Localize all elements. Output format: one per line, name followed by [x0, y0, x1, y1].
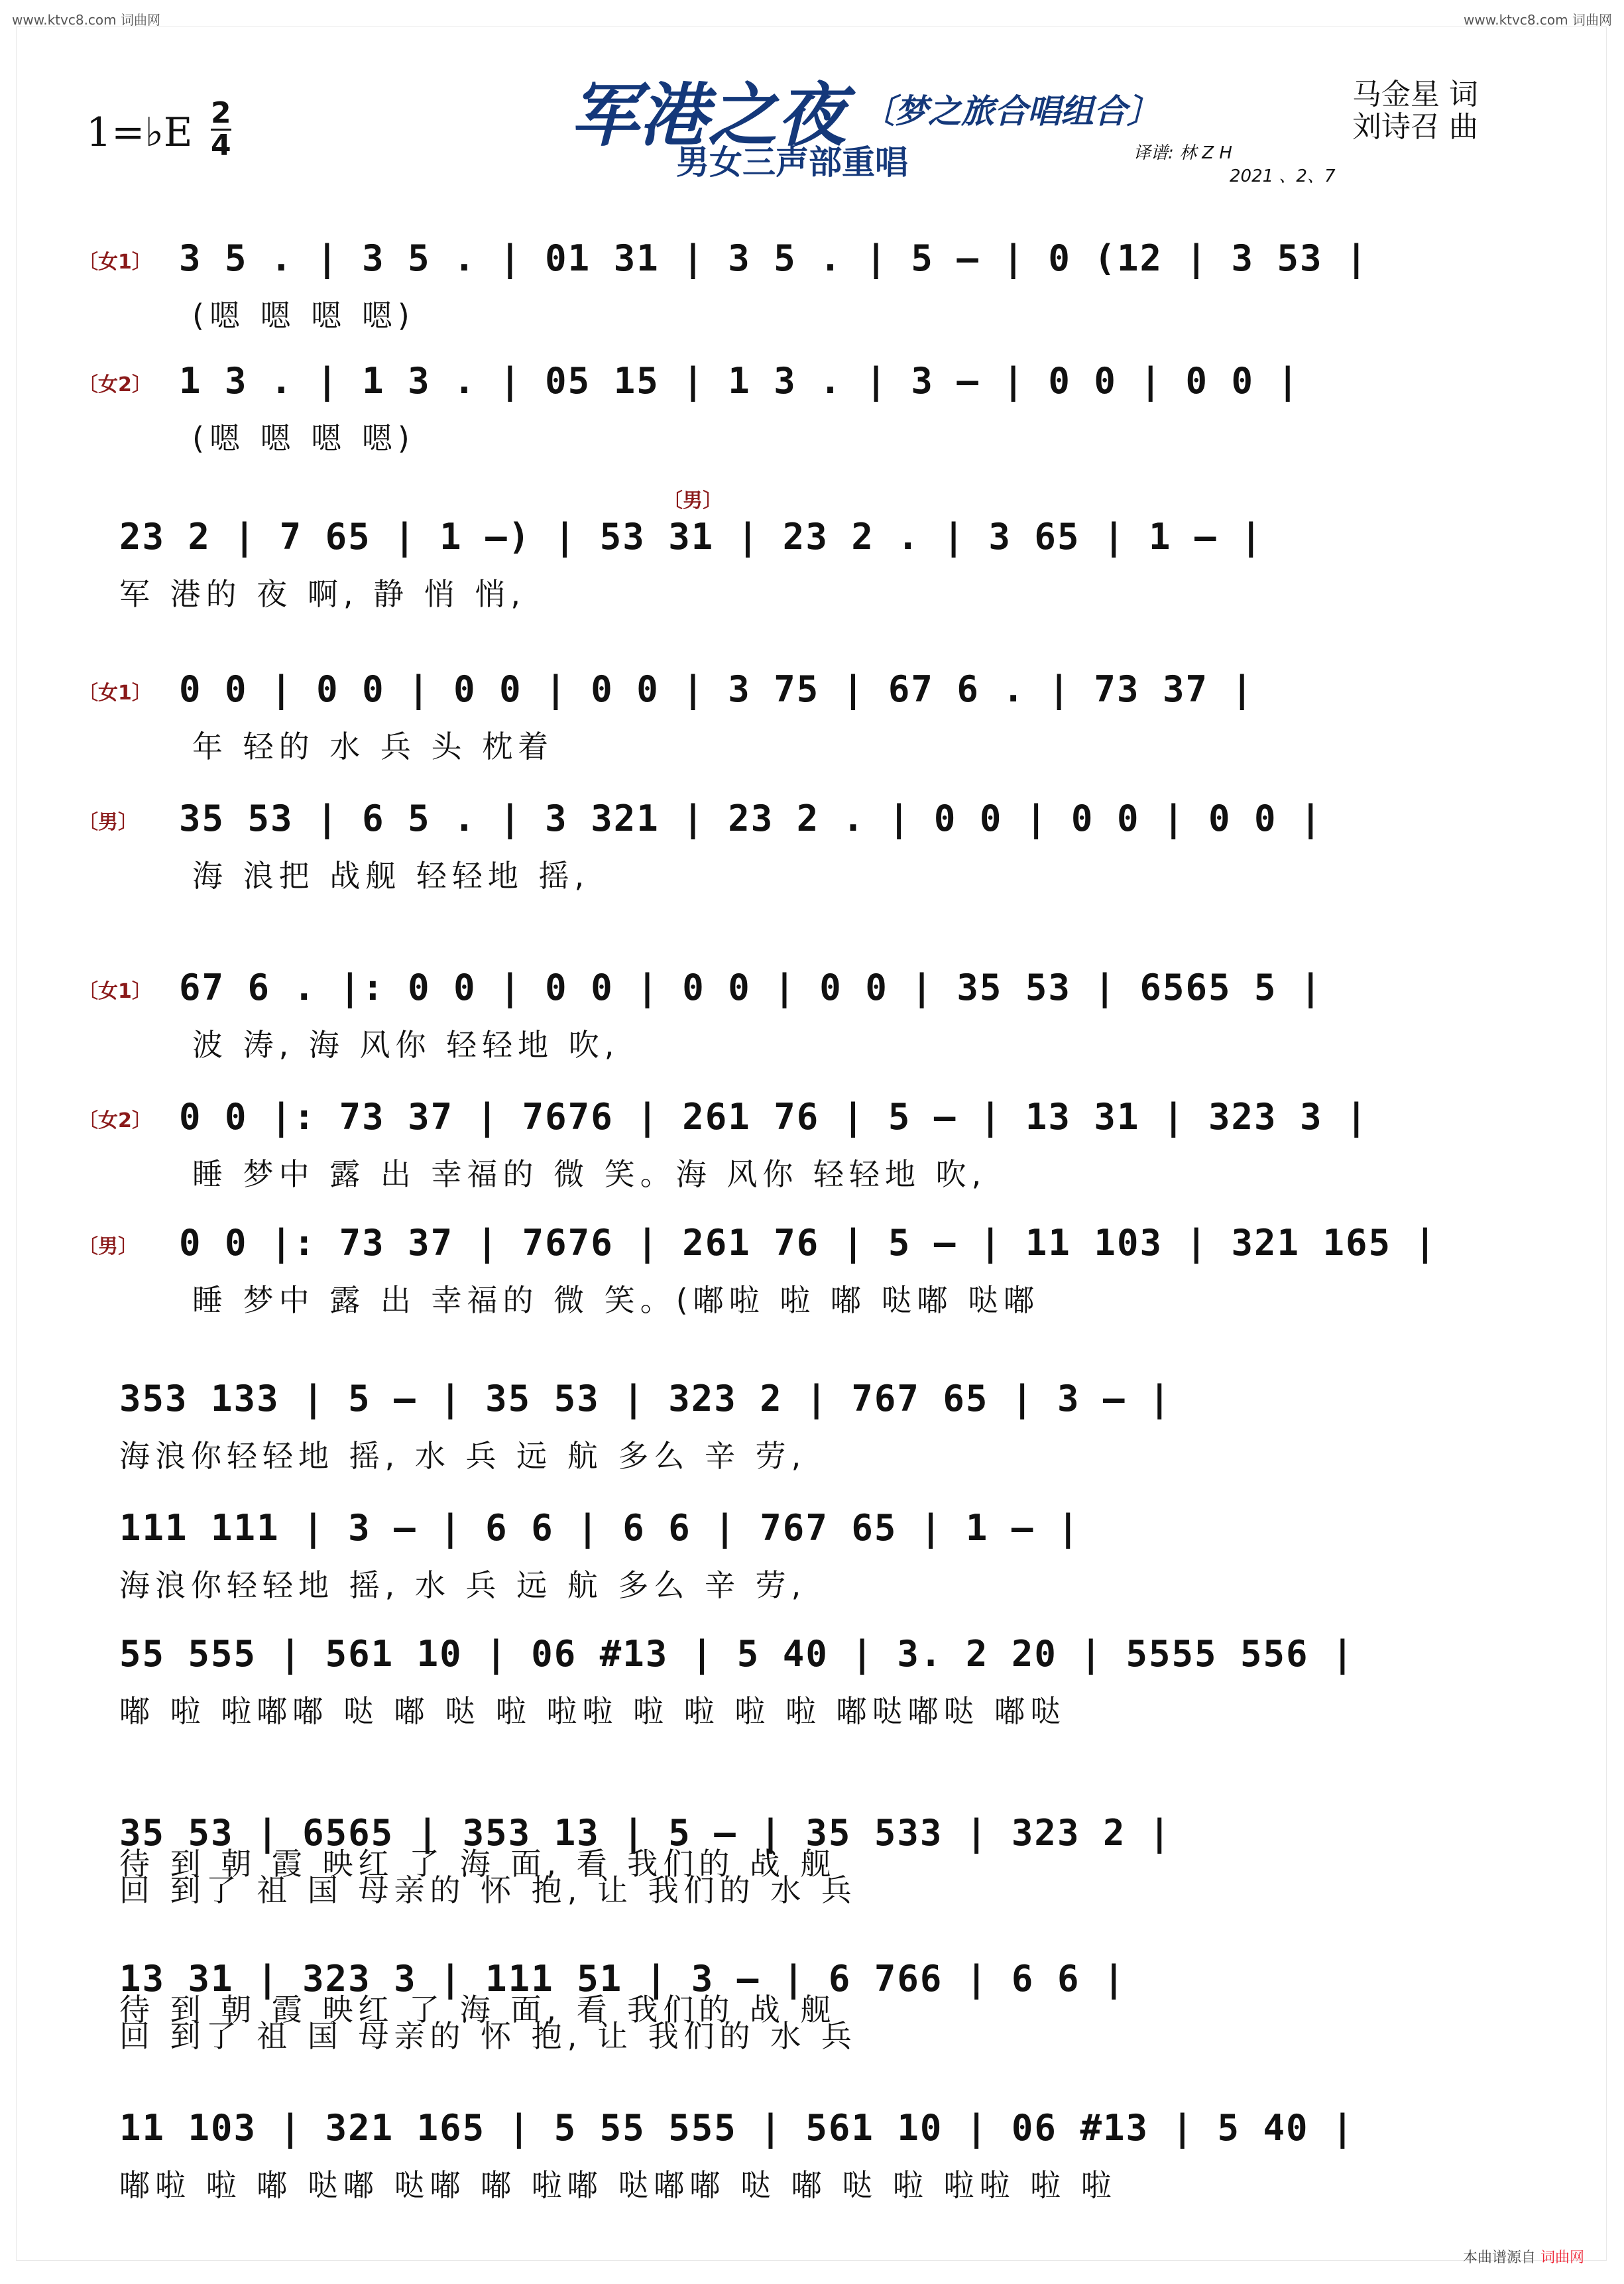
notation-row: 13 31 | 323 3 | 111 51 | 3 – | 6 766 | 6 6 | — [119, 1958, 1126, 2000]
part-label: 〔男〕 — [78, 811, 138, 834]
part-label: 〔女2〕 — [78, 373, 152, 396]
lyric-row: 海浪你轻轻地 摇, 水 兵 远 航 多么 辛 劳, — [119, 1438, 807, 1474]
lyric-row: 待 到 朝 霞 映红 了 海 面, 看 我们的 战 舰 — [119, 1992, 837, 2027]
part-label: 〔女1〕 — [78, 251, 152, 274]
time-signature-bottom: 4 — [211, 129, 231, 162]
lyricist-credit: 马金星 词 — [1352, 78, 1478, 111]
notation-row: 35 53 | 6565 | 353 13 | 5 – | 35 533 | 323 2 | — [119, 1812, 1172, 1854]
time-signature-top: 2 — [211, 96, 231, 130]
score-date: 2021 、2、7 — [1230, 166, 1336, 186]
time-signature — [211, 96, 231, 162]
side-watermark-right — [1608, 40, 1621, 2241]
lyric-row: 海浪你轻轻地 摇, 水 兵 远 航 多么 辛 劳, — [119, 1567, 807, 1603]
footer-source — [1463, 2246, 1584, 2267]
notation-row: 0 0 |: 73 37 | 7676 | 261 76 | 5 – | 13 31 | 323 3 | — [179, 1096, 1369, 1138]
lyric-row: (嗯 嗯 嗯 嗯) — [192, 298, 415, 333]
footer-brand: 词曲网 — [1540, 2250, 1584, 2266]
header-watermark-left: www.ktvc8.com 词曲网 — [12, 12, 161, 28]
lyric-row: 嘟 啦 啦嘟嘟 哒 嘟 哒 啦 啦啦 啦 啦 啦 啦 嘟哒嘟哒 嘟哒 — [119, 1693, 1067, 1729]
song-title: 军港之夜 — [570, 75, 846, 156]
part-tag: 〔男〕 — [663, 489, 723, 512]
song-subtitle: 男女三声部重唱 — [676, 143, 908, 182]
lyric-row: 睡 梦中 露 出 幸福的 微 笑。(嘟啦 啦 嘟 哒嘟 哒嘟 — [192, 1282, 1040, 1318]
side-watermark-left — [3, 40, 16, 2241]
lyric-row: 待 到 朝 霞 映红 了 海 面, 看 我们的 战 舰 — [119, 1846, 837, 1882]
notation-row: 23 2 | 7 65 | 1 –) | 53 31 | 23 2 . | 3 65 | 1 – | — [119, 516, 1263, 558]
footer-prefix: 本曲谱源自 — [1462, 2250, 1536, 2266]
lyric-row: (嗯 嗯 嗯 嗯) — [192, 420, 415, 456]
notation-row: 35 53 | 6 5 . | 3 321 | 23 2 . | 0 0 | 0 0 | 0 0 | — [179, 798, 1323, 839]
notation-row: 3 5 . | 3 5 . | 01 31 | 3 5 . | 5 – | 0 (12 | 3 53 | — [179, 237, 1369, 279]
lyric-row: 回 到了 祖 国 母亲的 怀 抱, 让 我们的 水 兵 — [119, 1872, 857, 1908]
notation-row: 0 0 |: 73 37 | 7676 | 261 76 | 5 – | 11 103 | 321 165 | — [179, 1222, 1438, 1264]
part-label: 〔男〕 — [78, 1235, 138, 1258]
notation-row: 55 555 | 561 10 | 06 #13 | 5 40 | 3. 2 20 | 5555 556 | — [119, 1633, 1355, 1675]
lyric-row: 回 到了 祖 国 母亲的 怀 抱, 让 我们的 水 兵 — [119, 2018, 857, 2054]
notation-row: 11 103 | 321 165 | 5 55 555 | 561 10 | 06 #13 | 5 40 | — [119, 2107, 1355, 2149]
lyric-row: 军 港的 夜 啊, 静 悄 悄, — [119, 576, 526, 612]
key-signature: 1=♭E — [86, 109, 193, 156]
composer-credit: 刘诗召 曲 — [1352, 110, 1478, 144]
lyric-row: 睡 梦中 露 出 幸福的 微 笑。海 风你 轻轻地 吹, — [192, 1156, 987, 1192]
header-watermark-right: www.ktvc8.com 词曲网 — [1463, 12, 1612, 28]
lyric-row: 海 浪把 战舰 轻轻地 摇, — [192, 858, 590, 894]
notation-row: 0 0 | 0 0 | 0 0 | 0 0 | 3 75 | 67 6 . | 73 37 | — [179, 668, 1255, 710]
part-label: 〔女1〕 — [78, 980, 152, 1003]
notation-row: 67 6 . |: 0 0 | 0 0 | 0 0 | 0 0 | 35 53 | 6565 5 | — [179, 967, 1323, 1008]
notation-row: 1 3 . | 1 3 . | 05 15 | 1 3 . | 3 – | 0 0 | 0 0 | — [179, 360, 1301, 402]
part-label: 〔女1〕 — [78, 682, 152, 705]
part-label: 〔女2〕 — [78, 1109, 152, 1132]
translator-credit: 译谱: 林 Z H — [1133, 143, 1232, 163]
lyric-row: 年 轻的 水 兵 头 枕着 — [192, 729, 554, 764]
lyric-row: 嘟啦 啦 嘟 哒嘟 哒嘟 嘟 啦嘟 哒嘟嘟 哒 嘟 哒 啦 啦啦 啦 啦 — [119, 2167, 1117, 2203]
lyric-row: 波 涛, 海 风你 轻轻地 吹, — [192, 1027, 620, 1063]
notation-row: 111 111 | 3 – | 6 6 | 6 6 | 767 65 | 1 – | — [119, 1507, 1080, 1549]
performer-group: 〔梦之旅合唱组合〕 — [862, 92, 1160, 131]
notation-row: 353 133 | 5 – | 35 53 | 323 2 | 767 65 | 3 – | — [119, 1378, 1172, 1419]
